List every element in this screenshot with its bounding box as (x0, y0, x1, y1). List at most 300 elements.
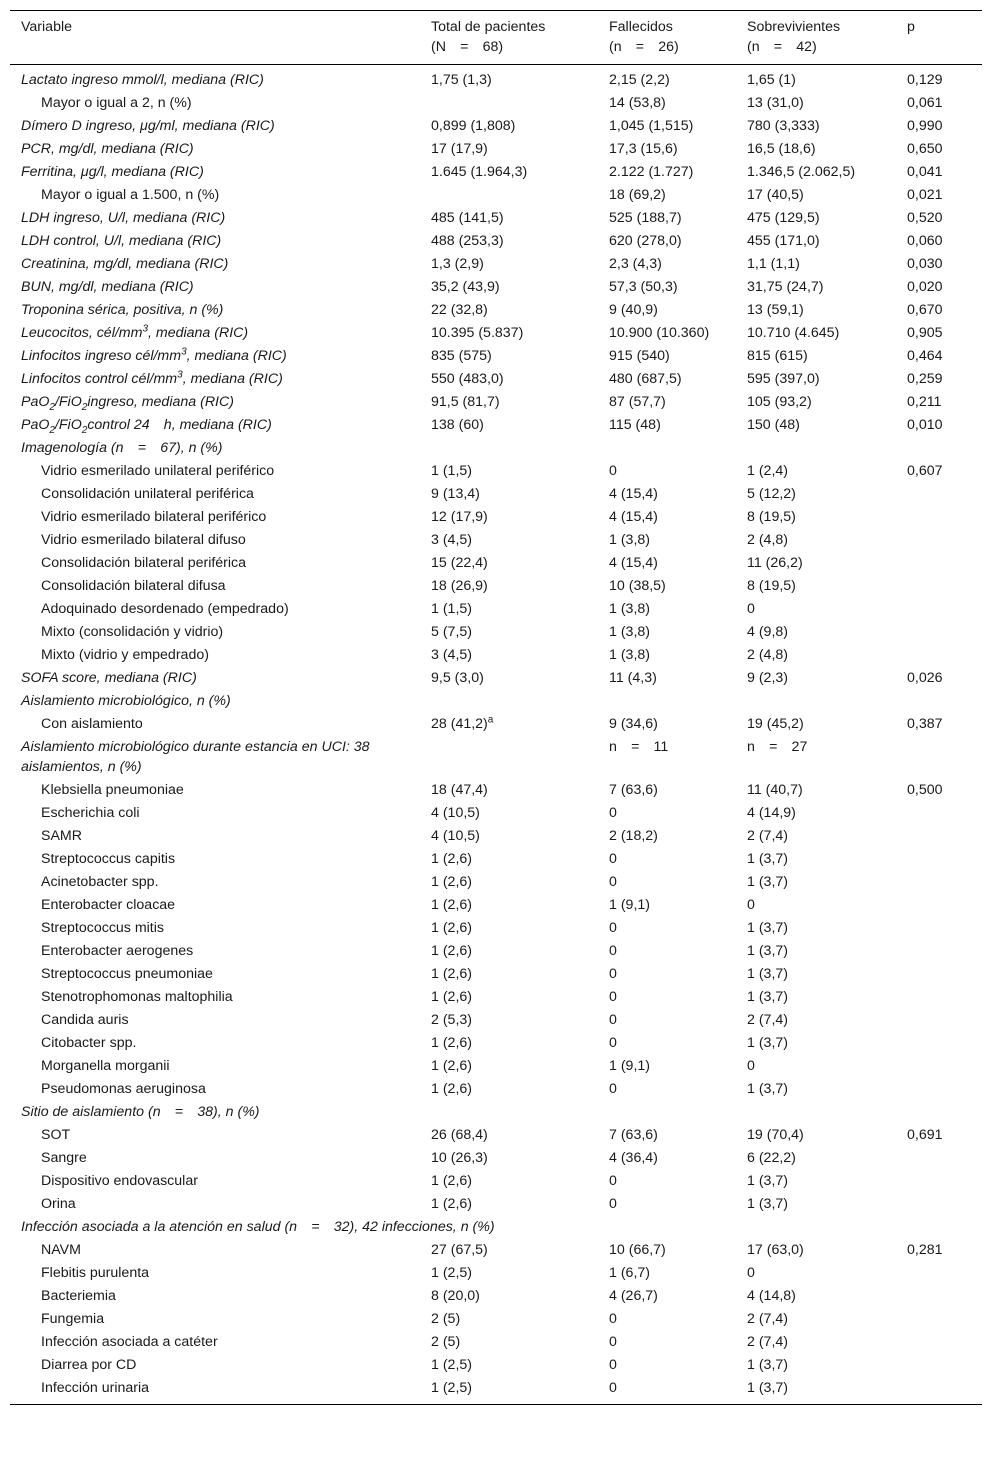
cell-value: 91,5 (81,7) (431, 394, 500, 410)
p-value-cell (896, 1239, 982, 1262)
cell-value: 18 (47,4) (431, 782, 488, 798)
cell-value: 10.395 (5.837) (431, 325, 524, 341)
cell-value: 35,2 (43,9) (431, 279, 500, 295)
cell-value: 1 (2,6) (431, 851, 473, 867)
p-value-cell (896, 1354, 982, 1377)
cell-value: 1 (2,6) (431, 920, 473, 936)
cell-value: 1 (3,7) (747, 1035, 789, 1051)
table-row (10, 779, 982, 802)
cell-value: 1 (3,8) (609, 647, 651, 663)
variable-text-part: 2 (49, 401, 55, 413)
cell-value: 10 (66,7) (609, 1242, 666, 1258)
fallecidos-cell (598, 1009, 736, 1032)
total-cell (420, 621, 598, 644)
sobrevivientes-cell (736, 667, 896, 690)
sobrevivientes-cell (736, 184, 896, 207)
cell-value: 480 (687,5) (609, 371, 682, 387)
sobrevivientes-cell (736, 483, 896, 506)
p-value-cell (896, 598, 982, 621)
variable-text: Streptococcus mitis (41, 920, 164, 936)
variable-text: Mixto (consolidación y vidrio) (41, 624, 224, 640)
cell-value: 1 (3,8) (609, 532, 651, 548)
variable-text: Consolidación bilateral periférica (41, 555, 247, 571)
p-value-cell (896, 986, 982, 1009)
total-cell (420, 506, 598, 529)
cell-value: 1 (3,8) (609, 601, 651, 617)
p-value-cell (896, 1193, 982, 1216)
sobrevivientes-cell (736, 736, 896, 779)
variable-cell (10, 322, 420, 345)
cell-value: 0 (609, 1196, 617, 1212)
header-total-label: Total de pacientes (431, 19, 546, 35)
table-row (10, 802, 982, 825)
p-value-cell (896, 506, 982, 529)
variable-text: Aislamiento microbiológico durante estancia en UCI: 38 aislamientos, n (%) (21, 739, 370, 775)
cell-value: 11 (26,2) (747, 555, 803, 571)
fallecidos-cell (598, 779, 736, 802)
sobrevivientes-cell (736, 1308, 896, 1331)
cell-value: 1.645 (1.964,3) (431, 164, 528, 180)
cell-value: 1 (3,7) (747, 1357, 789, 1373)
cell-value: 1 (2,6) (431, 1173, 473, 1189)
cell-value: 9 (13,4) (431, 486, 480, 502)
total-cell (420, 1124, 598, 1147)
fallecidos-cell (598, 1285, 736, 1308)
cell-value: 1 (3,7) (747, 1380, 789, 1396)
cell-value: 31,75 (24,7) (747, 279, 824, 295)
header-sobrevivientes-label: Sobrevivientes (747, 19, 841, 35)
cell-value: 0,899 (1,808) (431, 118, 516, 134)
cell-value: 2 (5) (431, 1334, 461, 1350)
cell-value: 11 (4,3) (609, 670, 657, 686)
cell-value: 0 (609, 1012, 617, 1028)
variable-text: Vidrio esmerilado bilateral periférico (41, 509, 267, 525)
sobrevivientes-cell (736, 230, 896, 253)
fallecidos-cell (598, 621, 736, 644)
p-value-cell (896, 345, 982, 368)
fallecidos-cell (598, 644, 736, 667)
variable-text: Vidrio esmerilado unilateral periférico (41, 463, 275, 479)
cell-value: 5 (12,2) (747, 486, 796, 502)
sobrevivientes-cell (736, 713, 896, 736)
variable-text: Mixto (vidrio y empedrado) (41, 647, 209, 663)
variable-cell (10, 1262, 420, 1285)
variable-text: Bacteriemia (41, 1288, 116, 1304)
total-cell (420, 848, 598, 871)
p-value-cell (896, 460, 982, 483)
sobrevivientes-cell (736, 575, 896, 598)
header-fallecidos-label: Fallecidos (609, 19, 673, 35)
sobrevivientes-cell (736, 644, 896, 667)
table-row (10, 207, 982, 230)
fallecidos-cell (598, 1239, 736, 1262)
cell-value: 488 (253,3) (431, 233, 504, 249)
p-value-cell (896, 1170, 982, 1193)
cell-value: 0 (747, 897, 755, 913)
variable-cell (10, 963, 420, 986)
cell-value: 4 (15,4) (609, 509, 658, 525)
sobrevivientes-cell (736, 161, 896, 184)
cell-value: 2 (7,4) (747, 1012, 789, 1028)
fallecidos-cell (598, 368, 736, 391)
variable-cell (10, 667, 420, 690)
table-row (10, 667, 982, 690)
cell-value: 7 (63,6) (609, 1127, 658, 1143)
table-row (10, 848, 982, 871)
cell-value: 1,045 (1,515) (609, 118, 694, 134)
cell-value: 1 (3,8) (609, 624, 651, 640)
cell-value: 1 (3,7) (747, 989, 789, 1005)
total-cell (420, 322, 598, 345)
p-value-cell (896, 1377, 982, 1405)
variable-cell (10, 802, 420, 825)
sobrevivientes-cell (736, 802, 896, 825)
cell-value: 1 (3,7) (747, 1081, 789, 1097)
total-cell (420, 894, 598, 917)
variable-text-part: ingreso, mediana (RIC) (87, 394, 234, 410)
fallecidos-cell (598, 575, 736, 598)
variable-cell (10, 690, 420, 713)
p-value-cell (896, 940, 982, 963)
cell-value: 19 (70,4) (747, 1127, 804, 1143)
p-value-cell (896, 368, 982, 391)
p-value-cell (896, 1101, 982, 1124)
cell-value: 0,670 (907, 302, 943, 318)
table-row (10, 1308, 982, 1331)
sobrevivientes-cell (736, 138, 896, 161)
cell-value: 0 (747, 1058, 755, 1074)
variable-cell (10, 1170, 420, 1193)
cell-value: 0 (609, 920, 617, 936)
p-value-cell (896, 1285, 982, 1308)
sobrevivientes-cell (736, 1193, 896, 1216)
fallecidos-cell (598, 894, 736, 917)
cell-value: 4 (36,4) (609, 1150, 658, 1166)
cell-value: 815 (615) (747, 348, 808, 364)
variable-cell (10, 1308, 420, 1331)
cell-value: 18 (26,9) (431, 578, 488, 594)
cell-value: 1 (1,5) (431, 463, 473, 479)
sobrevivientes-cell (736, 299, 896, 322)
sobrevivientes-cell (736, 690, 896, 713)
cell-value: 0,520 (907, 210, 943, 226)
variable-cell (10, 506, 420, 529)
cell-value: 5 (7,5) (431, 624, 473, 640)
variable-cell (10, 1055, 420, 1078)
p-value-cell (896, 161, 982, 184)
fallecidos-cell (598, 986, 736, 1009)
cell-value: 26 (68,4) (431, 1127, 488, 1143)
table-row (10, 986, 982, 1009)
table-row (10, 598, 982, 621)
variable-cell (10, 871, 420, 894)
table-row (10, 230, 982, 253)
variable-cell (10, 1009, 420, 1032)
variable-text: Adoquinado desordenado (empedrado) (41, 601, 289, 617)
variable-cell (10, 230, 420, 253)
header-fallecidos-n: (n = 26) (609, 39, 679, 55)
p-value-cell (896, 736, 982, 779)
variable-text-part: , mediana (RIC) (182, 371, 283, 387)
cell-value: 475 (129,5) (747, 210, 820, 226)
variable-cell (10, 65, 420, 92)
total-cell (420, 713, 598, 736)
cell-value: 4 (15,4) (609, 486, 658, 502)
cell-value: 0 (747, 601, 755, 617)
variable-cell (10, 184, 420, 207)
p-value-cell (896, 391, 982, 414)
cell-value: 2 (4,8) (747, 647, 789, 663)
cell-value: 18 (69,2) (609, 187, 666, 203)
cell-value: 0 (609, 874, 617, 890)
cell-value: 2,3 (4,3) (609, 256, 662, 272)
p-value-cell (896, 414, 982, 437)
variable-cell (10, 940, 420, 963)
fallecidos-cell (598, 253, 736, 276)
cell-value: 1 (3,7) (747, 943, 789, 959)
cell-value: 2 (7,4) (747, 828, 789, 844)
variable-text: Escherichia coli (41, 805, 140, 821)
table-row (10, 253, 982, 276)
header-total-n: (N = 68) (431, 39, 504, 55)
p-value-cell (896, 871, 982, 894)
fallecidos-cell (598, 552, 736, 575)
sobrevivientes-cell (736, 986, 896, 1009)
p-value-cell (896, 529, 982, 552)
variable-cell (10, 621, 420, 644)
sobrevivientes-cell (736, 1354, 896, 1377)
variable-cell (10, 848, 420, 871)
sobrevivientes-cell (736, 963, 896, 986)
variable-text: Pseudomonas aeruginosa (41, 1081, 206, 1097)
cell-value: 0 (609, 966, 617, 982)
variable-cell (10, 575, 420, 598)
p-value-cell (896, 1078, 982, 1101)
variable-text: Con aislamiento (41, 716, 143, 732)
cell-value: 1,1 (1,1) (747, 256, 800, 272)
sobrevivientes-cell (736, 253, 896, 276)
cell-value: 1 (2,6) (431, 1035, 473, 1051)
total-cell (420, 802, 598, 825)
cell-value: 0 (609, 1311, 617, 1327)
table-row (10, 115, 982, 138)
cell-value: 835 (575) (431, 348, 492, 364)
fallecidos-cell (598, 940, 736, 963)
cell-value: 0,259 (907, 371, 943, 387)
fallecidos-cell (598, 1170, 736, 1193)
variable-text-part: control 24 h, mediana (RIC) (87, 417, 272, 433)
table-row (10, 368, 982, 391)
total-cell (420, 230, 598, 253)
fallecidos-cell (598, 506, 736, 529)
total-cell (420, 1331, 598, 1354)
cell-value: 13 (59,1) (747, 302, 804, 318)
cell-value: 150 (48) (747, 417, 800, 433)
variable-text: Klebsiella pneumoniae (41, 782, 184, 798)
cell-value: 4 (26,7) (609, 1288, 658, 1304)
cell-value: 0,650 (907, 141, 943, 157)
fallecidos-cell (598, 161, 736, 184)
variable-text: Troponina sérica, positiva, n (%) (21, 302, 224, 318)
p-value-cell (896, 552, 982, 575)
cell-value: 0,990 (907, 118, 943, 134)
p-value-cell (896, 894, 982, 917)
cell-value: 17,3 (15,6) (609, 141, 678, 157)
variable-cell (10, 1216, 982, 1239)
total-cell (420, 986, 598, 1009)
p-value-cell (896, 963, 982, 986)
cell-value: 4 (10,5) (431, 828, 480, 844)
total-cell (420, 345, 598, 368)
header-total (420, 11, 598, 65)
fallecidos-cell (598, 184, 736, 207)
variable-text-part: 2 (49, 424, 55, 436)
cell-value: 8 (19,5) (747, 578, 796, 594)
table-row (10, 644, 982, 667)
sobrevivientes-cell (736, 345, 896, 368)
table-row (10, 299, 982, 322)
sobrevivientes-cell (736, 276, 896, 299)
fallecidos-cell (598, 1354, 736, 1377)
variable-text: Flebitis purulenta (41, 1265, 150, 1281)
sobrevivientes-cell (736, 1101, 896, 1124)
variable-cell (10, 460, 420, 483)
p-value-cell (896, 253, 982, 276)
cell-value: 4 (10,5) (431, 805, 480, 821)
cell-value: 1 (2,6) (431, 966, 473, 982)
table-row (10, 1170, 982, 1193)
fallecidos-cell (598, 713, 736, 736)
cell-value: 17 (40,5) (747, 187, 804, 203)
variable-cell (10, 368, 420, 391)
variable-text-part: , mediana (RIC) (148, 325, 249, 341)
cell-value: 3 (4,5) (431, 647, 473, 663)
cell-value: 17 (17,9) (431, 141, 488, 157)
sobrevivientes-cell (736, 506, 896, 529)
variable-text: Aislamiento microbiológico, n (%) (21, 693, 231, 709)
variable-text: Streptococcus capitis (41, 851, 176, 867)
sobrevivientes-cell (736, 322, 896, 345)
table-row (10, 713, 982, 736)
variable-text: Orina (41, 1196, 76, 1212)
table-row (10, 1262, 982, 1285)
cell-value: 4 (15,4) (609, 555, 658, 571)
fallecidos-cell (598, 1101, 736, 1124)
variable-cell (10, 1101, 420, 1124)
variable-text: Acinetobacter spp. (41, 874, 159, 890)
variable-text: SOT (41, 1127, 71, 1143)
fallecidos-cell (598, 65, 736, 92)
fallecidos-cell (598, 802, 736, 825)
p-value-cell (896, 299, 982, 322)
cell-value: 2 (7,4) (747, 1334, 789, 1350)
variable-cell (10, 253, 420, 276)
variable-text-part: 3 (142, 323, 148, 335)
total-cell (420, 1239, 598, 1262)
variable-text-part: 3 (181, 346, 187, 358)
footnote-marker: a (487, 714, 494, 726)
total-cell (420, 667, 598, 690)
fallecidos-cell (598, 1147, 736, 1170)
cell-value: 0 (609, 989, 617, 1005)
cell-value: 0 (609, 1357, 617, 1373)
variable-text: Ferritina, μg/l, mediana (RIC) (21, 164, 204, 180)
total-cell (420, 299, 598, 322)
fallecidos-cell (598, 1193, 736, 1216)
p-value-cell (896, 621, 982, 644)
table-row (10, 276, 982, 299)
total-cell (420, 1032, 598, 1055)
total-cell (420, 1193, 598, 1216)
variable-cell (10, 736, 420, 779)
cell-value: 1 (2,6) (431, 989, 473, 1005)
cell-value: 0 (609, 1173, 617, 1189)
variable-cell (10, 414, 420, 437)
total-cell (420, 414, 598, 437)
cell-value: 0,010 (907, 417, 943, 433)
cell-value: 115 (48) (609, 417, 661, 433)
fallecidos-cell (598, 322, 736, 345)
p-value-cell (896, 917, 982, 940)
fallecidos-cell (598, 1308, 736, 1331)
variable-cell (10, 598, 420, 621)
cell-value: 595 (397,0) (747, 371, 820, 387)
fallecidos-cell (598, 230, 736, 253)
variable-text-part: 2 (81, 424, 88, 436)
sobrevivientes-cell (736, 1170, 896, 1193)
cell-value: 10 (26,3) (431, 1150, 488, 1166)
variable-text-part: /FiO (54, 394, 82, 410)
fallecidos-cell (598, 299, 736, 322)
sobrevivientes-cell (736, 1009, 896, 1032)
table-body (10, 65, 982, 1405)
table-row (10, 736, 982, 779)
total-cell (420, 253, 598, 276)
table-row (10, 1101, 982, 1124)
cell-value: 0 (609, 805, 617, 821)
total-cell (420, 1377, 598, 1405)
total-cell (420, 1170, 598, 1193)
sobrevivientes-cell (736, 1055, 896, 1078)
header-variable: Variable (21, 19, 72, 35)
cell-value: 0,464 (907, 348, 943, 364)
total-cell (420, 437, 598, 460)
sobrevivientes-cell (736, 1078, 896, 1101)
variable-cell (10, 115, 420, 138)
p-value-cell (896, 1262, 982, 1285)
variable-text-part: , mediana (RIC) (186, 348, 287, 364)
variable-text: Diarrea por CD (41, 1357, 137, 1373)
fallecidos-cell (598, 848, 736, 871)
header-sobrevivientes (736, 11, 896, 65)
variable-text: LDH control, U/l, mediana (RIC) (21, 233, 222, 249)
fallecidos-cell (598, 667, 736, 690)
cell-value: 1 (3,7) (747, 1196, 789, 1212)
variable-cell (10, 1354, 420, 1377)
sobrevivientes-cell (736, 207, 896, 230)
cell-value: n = 27 (747, 739, 808, 755)
variable-text: Consolidación unilateral periférica (41, 486, 254, 502)
table-row (10, 483, 982, 506)
variable-text: Sangre (41, 1150, 87, 1166)
variable-text: Enterobacter aerogenes (41, 943, 194, 959)
table-row (10, 138, 982, 161)
table-row (10, 529, 982, 552)
sobrevivientes-cell (736, 1147, 896, 1170)
table-row (10, 1055, 982, 1078)
variable-text: Consolidación bilateral difusa (41, 578, 226, 594)
variable-cell (10, 986, 420, 1009)
